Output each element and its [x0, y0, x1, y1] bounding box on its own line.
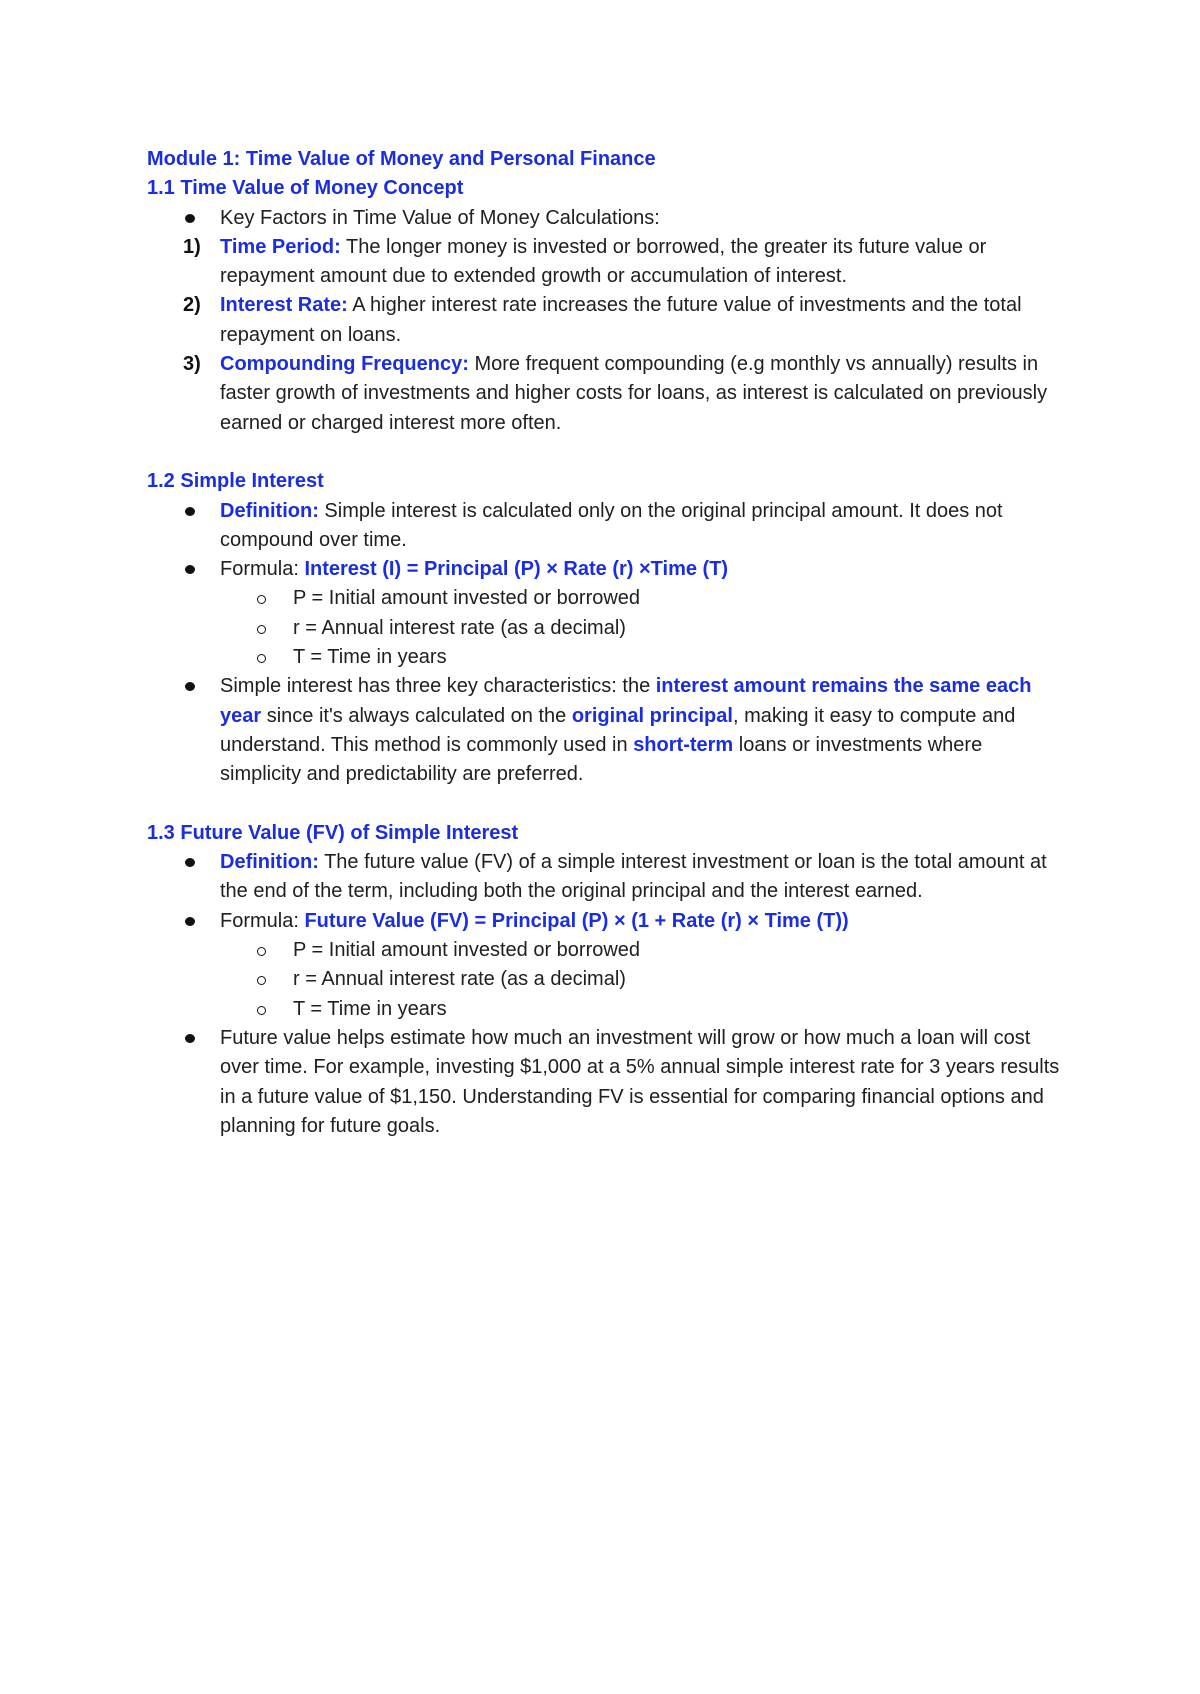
variable-definition: P = Initial amount invested or borrowed — [293, 939, 641, 962]
list-item — [147, 497, 1067, 556]
bullet-icon — [185, 507, 195, 516]
formula: Future Value (FV) = Principal (P) × (1 + Rate (r) × Time (T)) — [304, 909, 849, 932]
bullet-icon — [185, 917, 195, 926]
list-item — [147, 555, 1067, 584]
variable-definition: T = Time in years — [293, 646, 447, 669]
bullet-icon — [185, 1034, 195, 1043]
bullet-icon — [185, 682, 195, 691]
item-text: The longer money is invested or borrowed, the greater its future value or repayment amount due to extended growth or accumulation of interest. — [220, 235, 987, 288]
variable-definition: P = Initial amount invested or borrowed — [293, 587, 641, 610]
section-1-1-title: 1.1 Time Value of Money Concept — [147, 177, 464, 200]
highlight-text: interest amount remains the same each year — [220, 675, 1032, 727]
circle-bullet-icon — [257, 625, 266, 634]
section-1-2-title: 1.2 Simple Interest — [147, 470, 324, 493]
sub-list-item — [147, 995, 1067, 1024]
circle-bullet-icon — [257, 947, 266, 956]
highlight-text: original principal — [571, 704, 733, 727]
definition-label: Definition: — [220, 851, 319, 874]
formula-prefix: Formula: — [220, 909, 305, 932]
definition-text: The future value (FV) of a simple interest investment or loan is the total amount at the end of the term, including both the original principal and the interest earned. — [220, 851, 1047, 903]
list-item — [147, 672, 1067, 789]
document-page — [147, 145, 1067, 1141]
item-label: Interest Rate: — [220, 294, 348, 317]
section-1-3-title: 1.3 Future Value (FV) of Simple Interest — [147, 821, 519, 844]
bullet-icon — [185, 214, 195, 223]
variable-definition: T = Time in years — [293, 997, 447, 1020]
item-text: More frequent compounding (e.g monthly vs annually) results in faster growth of investments and higher costs for loans, as interest is calculated on previously earned or charged interest more often. — [220, 353, 1048, 434]
item-text: A higher interest rate increases the future value of investments and the total repayment on loans. — [220, 294, 1022, 346]
sub-list-item — [147, 643, 1067, 672]
list-item — [147, 204, 1067, 233]
list-item — [147, 907, 1067, 936]
spacer — [147, 790, 1067, 819]
item-number: 2) — [183, 294, 201, 317]
circle-bullet-icon — [257, 595, 266, 604]
circle-bullet-icon — [257, 1006, 266, 1015]
circle-bullet-icon — [257, 654, 266, 663]
section-1-1-intro: Key Factors in Time Value of Money Calculations: — [220, 206, 660, 229]
numbered-item-1 — [147, 233, 1067, 292]
module-title: Module 1: Time Value of Money and Personal Finance — [147, 148, 656, 170]
variable-definition: r = Annual interest rate (as a decimal) — [293, 616, 626, 639]
item-label: Compounding Frequency: — [220, 353, 469, 376]
highlight-text: short-term — [633, 733, 734, 756]
item-number: 3) — [183, 353, 201, 376]
bullet-icon — [185, 565, 195, 574]
list-item — [147, 1024, 1067, 1141]
sub-list-item — [147, 584, 1067, 613]
circle-bullet-icon — [257, 976, 266, 985]
characteristics-text: loans or investments where simplicity and predictability are preferred. — [220, 733, 983, 786]
item-number: 1) — [183, 235, 201, 258]
spacer — [147, 438, 1067, 467]
summary-text: Future value helps estimate how much an investment will grow or how much a loan will cost over time. For example, investing $1,000 at a 5% annual simple interest rate for 3 years results in a future value of $1,150. Understanding FV is essential for comparing financial options and planning for future goals. — [220, 1026, 1060, 1137]
sub-list-item — [147, 936, 1067, 965]
characteristics-text: , making it easy to compute and understand. This method is commonly used in — [220, 704, 1016, 756]
sub-list-item — [147, 614, 1067, 643]
numbered-item-3 — [147, 350, 1067, 438]
formula-prefix: Formula: — [220, 558, 305, 581]
characteristics-text: Simple interest has three key characteristics: the — [220, 675, 656, 698]
definition-label: Definition: — [220, 499, 319, 522]
sub-list-item — [147, 965, 1067, 994]
numbered-item-2 — [147, 291, 1067, 350]
formula: Interest (I) = Principal (P) × Rate (r) ×Time (T) — [304, 558, 729, 581]
bullet-icon — [185, 858, 195, 867]
list-item — [147, 848, 1067, 907]
variable-definition: r = Annual interest rate (as a decimal) — [293, 968, 626, 991]
item-label: Time Period: — [220, 235, 341, 258]
characteristics-text: since it's always calculated on the — [261, 704, 572, 727]
definition-text: Simple interest is calculated only on the original principal amount. It does not compound over time. — [220, 499, 1003, 551]
